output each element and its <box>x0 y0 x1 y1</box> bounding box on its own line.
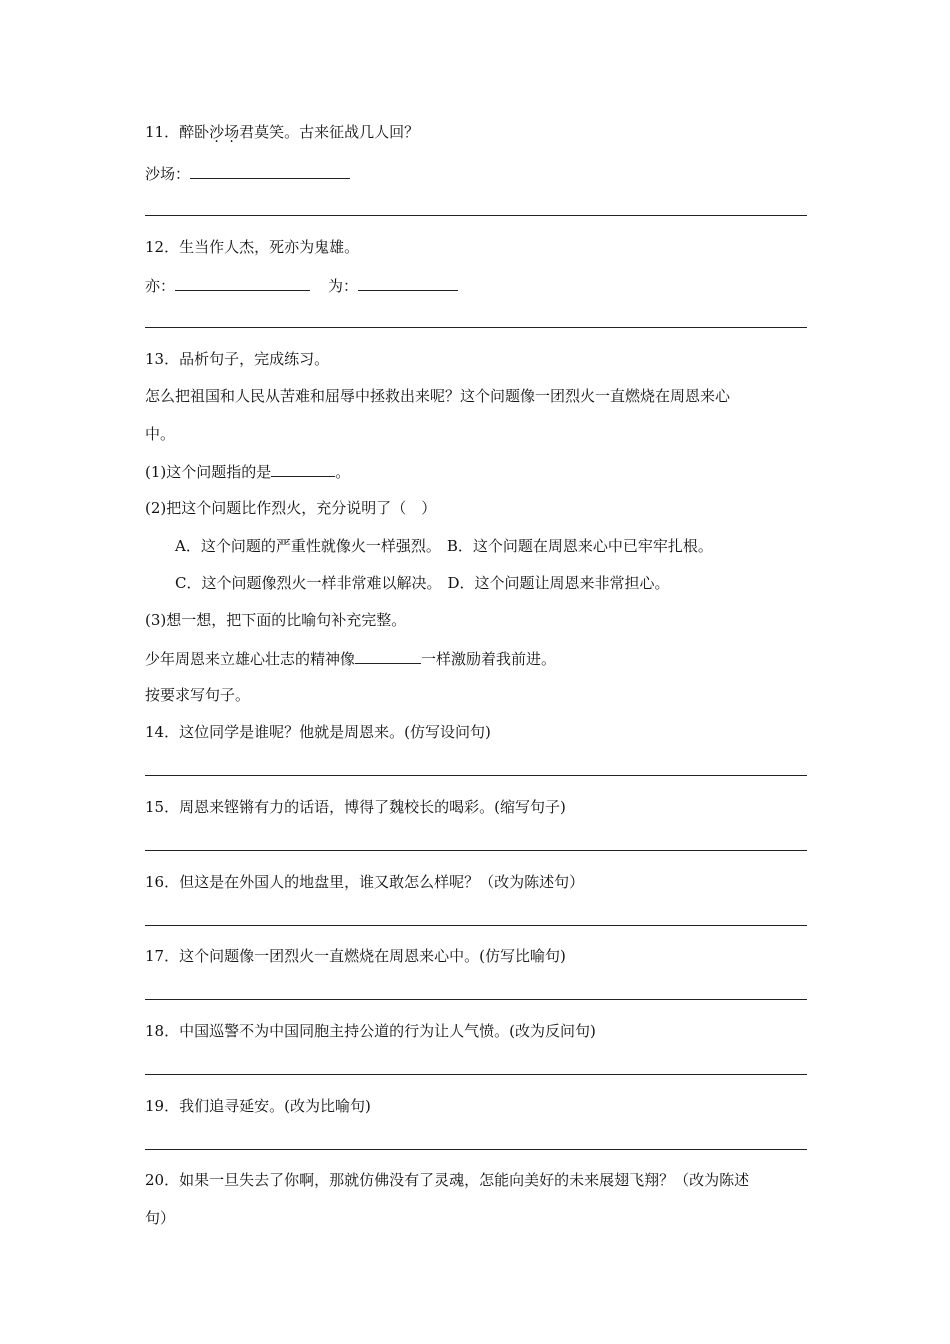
fill-label: 沙场： <box>145 165 191 183</box>
option-c[interactable]: C．这个问题像烈火一样非常难以解决。 <box>175 574 442 592</box>
option-a[interactable]: A．这个问题的严重性就像火一样强烈。 <box>175 537 441 555</box>
question-text: 君莫笑。古来征战几人回？ <box>239 123 420 141</box>
question-17: 17．这个问题像一团烈火一直燃烧在周恩来心中。(仿写比喻句) <box>145 947 566 965</box>
answer-line[interactable] <box>145 999 807 1000</box>
answer-line[interactable] <box>145 775 807 776</box>
section-title: 按要求写句子。 <box>145 686 251 704</box>
option-row <box>175 573 670 593</box>
sub-question-2: (2)把这个问题比作烈火，充分说明了（ ） <box>145 499 437 517</box>
answer-line[interactable] <box>145 1074 807 1075</box>
question-18: 18．中国巡警不为中国同胞主持公道的行为让人气愤。(改为反问句) <box>145 1022 596 1040</box>
fill-blank[interactable] <box>355 648 421 664</box>
question-11 <box>145 122 419 142</box>
option-row <box>175 536 713 556</box>
answer-line[interactable] <box>145 850 807 851</box>
question-14: 14．这位同学是谁呢？他就是周恩来。(仿写设问句) <box>145 723 491 741</box>
fill-blank[interactable] <box>190 163 350 179</box>
emphasis-char: 场 <box>224 123 240 141</box>
sub-question-3: (3)想一想，把下面的比喻句补充完整。 <box>145 611 407 629</box>
option-b[interactable]: B．这个问题在周恩来心中已牢牢扎根。 <box>446 537 713 555</box>
question-20-line1: 20．如果一旦失去了你啊，那就仿佛没有了灵魂，怎能向美好的未来展翅飞翔？（改为陈述 <box>145 1171 750 1189</box>
fill-blank[interactable] <box>271 461 335 477</box>
fill-row-11 <box>145 163 350 184</box>
question-15: 15．周恩来铿锵有力的话语，博得了魏校长的喝彩。(缩写句子) <box>145 798 566 816</box>
sub-question-3-fill: 少年周恩来立雄心壮志的精神像 一样激励着我前进。 <box>145 650 557 668</box>
fill-label: 亦： <box>145 277 176 295</box>
question-16: 16．但这是在外国人的地盘里，谁又敢怎么样呢？（改为陈述句） <box>145 873 585 891</box>
question-20-line2: 句） <box>145 1209 176 1227</box>
fill-label: 为： <box>328 277 359 295</box>
passage-line: 中。 <box>145 425 176 443</box>
answer-line[interactable] <box>145 1149 807 1150</box>
answer-line[interactable] <box>145 215 807 216</box>
passage-line: 怎么把祖国和人民从苦难和屈辱中拯救出来呢？这个问题像一团烈火一直燃烧在周恩来心 <box>145 387 731 405</box>
question-19: 19．我们追寻延安。(改为比喻句) <box>145 1097 371 1115</box>
fill-blank[interactable] <box>358 275 458 291</box>
question-13-title: 13．品析句子，完成练习。 <box>145 350 330 368</box>
emphasis-char: 沙 <box>209 123 225 141</box>
question-text: 醉卧 <box>179 123 210 141</box>
option-d[interactable]: D．这个问题让周恩来非常担心。 <box>447 574 670 592</box>
answer-line[interactable] <box>145 327 807 328</box>
question-number: 11． <box>145 123 180 141</box>
question-12: 12．生当作人杰，死亦为鬼雄。 <box>145 238 360 256</box>
fill-blank[interactable] <box>175 275 310 291</box>
sub-question-1: (1)这个问题指的是 。 <box>145 463 351 481</box>
fill-row-12 <box>145 275 458 296</box>
answer-line[interactable] <box>145 925 807 926</box>
